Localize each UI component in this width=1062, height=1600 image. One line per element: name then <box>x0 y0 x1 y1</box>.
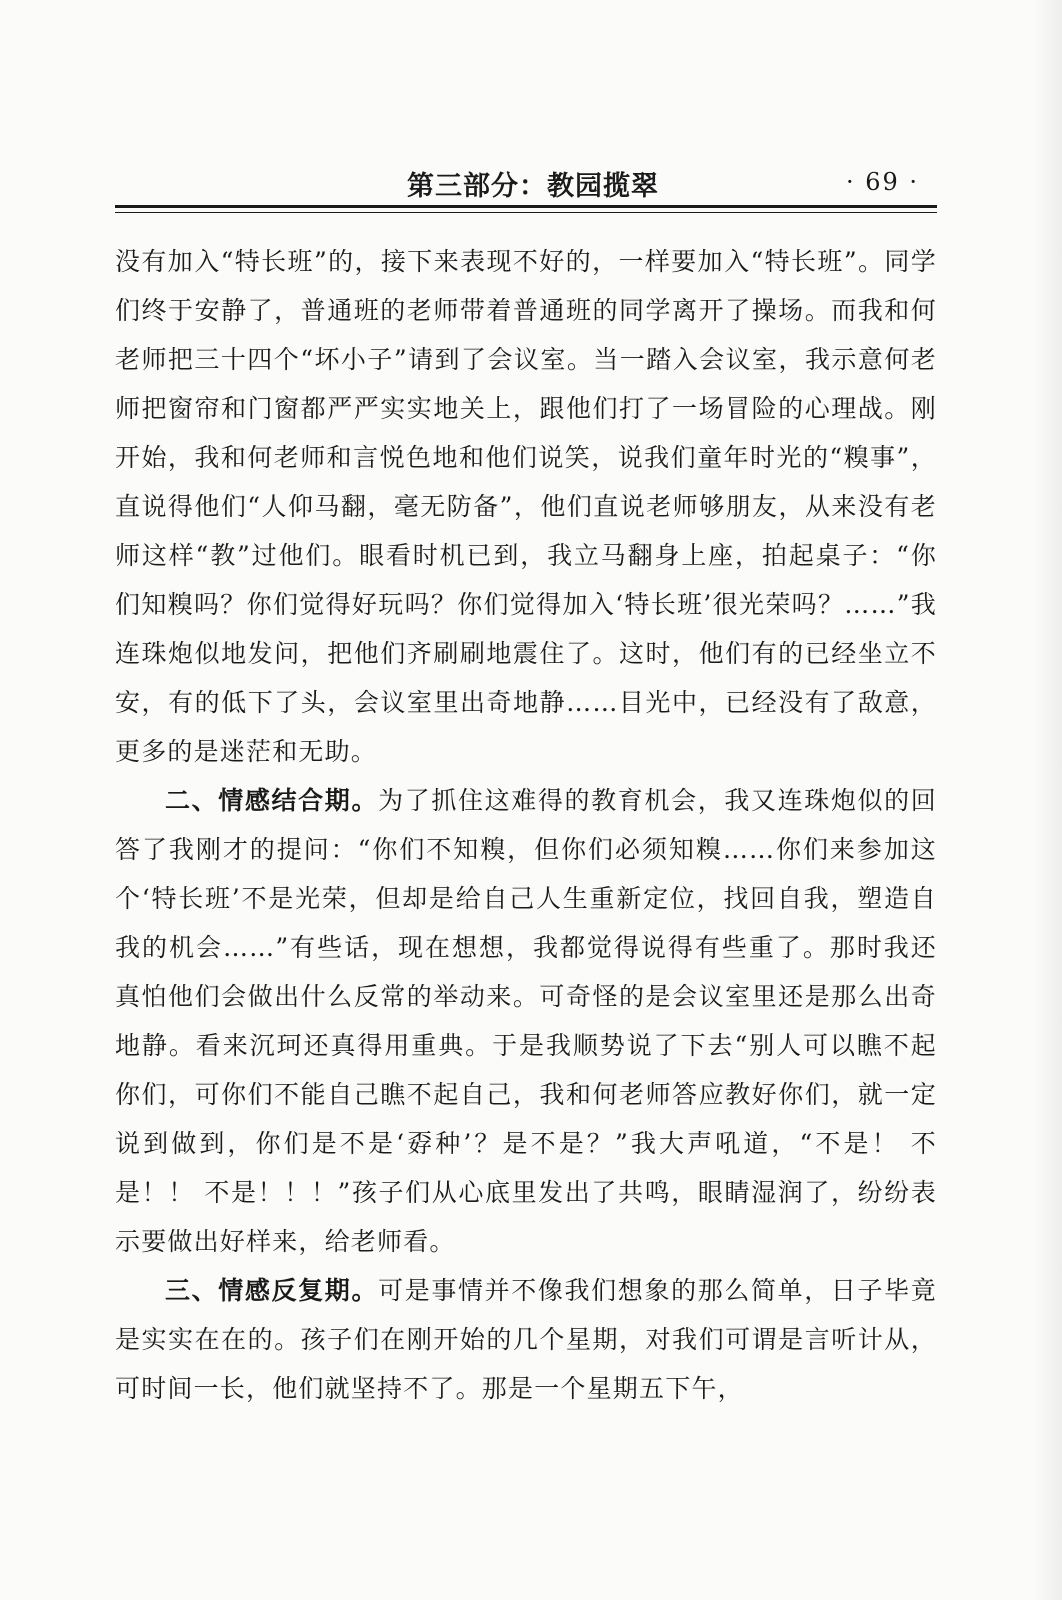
paragraph-text: 为了抓住这难得的教育机会，我又连珠炮似的回答了我刚才的提问：“你们不知糗，但你们必须知糗……你们来参加这个‘特长班’不是光荣，但却是给自己人生重新定位，找回自我，塑造自我的机会……”有些话，现在想想，我都觉得说得有些重了。那时我还真怕他们会做出什么反常的举动来。可奇怪的是会议室里还是那么出奇地静。看来沉珂还真得用重典。于是我顺势说了下去“别人可以瞧不起你们，可你们不能自己瞧不起自己，我和何老师答应教好你们，就一定说到做到，你们是不是‘孬种’？是不是？”我大声吼道，“不是！ 不是！！ 不是！！！”孩子们从心底里发出了共鸣，眼睛湿润了，纷纷表示要做出好样来，给老师看。 <box>115 786 938 1256</box>
page-number: · 69 · <box>845 168 919 196</box>
paragraph-2 <box>115 776 937 1266</box>
body-text <box>115 237 937 1413</box>
paragraph-heading: 三、情感反复期。 <box>165 1276 379 1305</box>
header-rule-thick <box>115 205 937 208</box>
section-title: 第三部分：教园揽翠 <box>407 171 659 202</box>
running-header <box>115 160 937 206</box>
paragraph-3 <box>115 1266 937 1413</box>
paragraph-text: 可是事情并不像我们想象的那么简单，日子毕竟是实实在在的。孩子们在刚开始的几个星期，对我们可谓是言听计从，可时间一长，他们就坚持不了。那是一个星期五下午， <box>115 1276 938 1403</box>
header-rule-thin <box>115 212 937 213</box>
paragraph-text: 没有加入“特长班”的，接下来表现不好的，一样要加入“特长班”。同学们终于安静了，普通班的老师带着普通班的同学离开了操场。而我和何老师把三十四个“坏小子”请到了会议室。当一踏入会议室，我示意何老师把窗帘和门窗都严严实实地关上，跟他们打了一场冒险的心理战。刚开始，我和何老师和言悦色地和他们说笑，说我们童年时光的“糗事”，直说得他们“人仰马翻，毫无防备”，他们直说老师够朋友，从来没有老师这样“教”过他们。眼看时机已到，我立马翻身上座，拍起桌子：“你们知糗吗？你们觉得好玩吗？你们觉得加入‘特长班’很光荣吗？……”我连珠炮似地发问，把他们齐刷刷地震住了。这时，他们有的已经坐立不安，有的低下了头，会议室里出奇地静……目光中，已经没有了敌意，更多的是迷茫和无助。 <box>115 247 937 766</box>
paragraph-1 <box>115 237 937 776</box>
paragraph-heading: 二、情感结合期。 <box>165 786 379 815</box>
page-edge-shadow <box>1032 0 1062 1600</box>
